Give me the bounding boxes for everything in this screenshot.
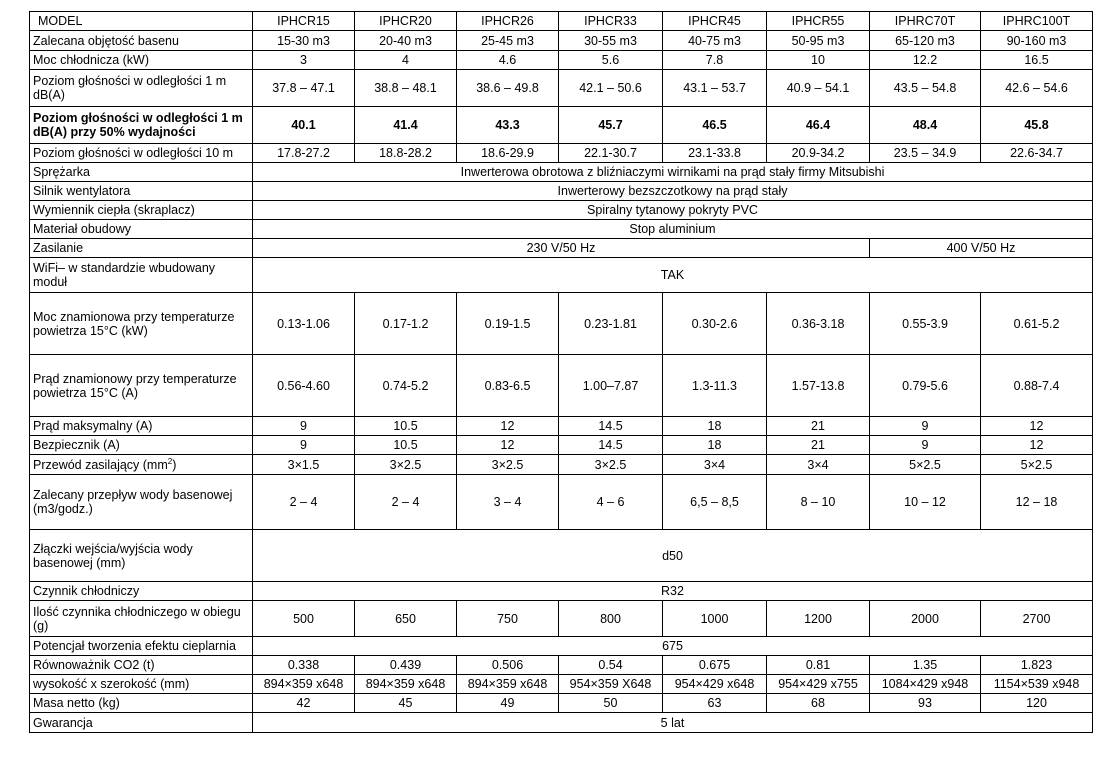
cell-value: 0.30-2.6 [663,293,767,355]
row-mass [30,694,1093,713]
cell-value: 3×1.5 [253,455,355,475]
cell-value: 46.4 [767,107,870,144]
cell-value: 650 [355,601,457,637]
cell-value: 63 [663,694,767,713]
cell-value: 25-45 m3 [457,31,559,51]
row-housing [30,220,1093,239]
cell-value: 49 [457,694,559,713]
row-label: Zasilanie [30,239,253,258]
cell-value: 16.5 [981,51,1093,70]
row-label [30,455,253,475]
model-name: IPHCR55 [767,12,870,31]
cell-value: 500 [253,601,355,637]
cell-value: 3×2.5 [457,455,559,475]
cell-value: 12 – 18 [981,475,1093,530]
cell-value: 12 [457,436,559,455]
cell-value: 3 – 4 [457,475,559,530]
row-label: Moc chłodnicza (kW) [30,51,253,70]
cell-value: 954×359 X648 [559,675,663,694]
cell-value: 0.55-3.9 [870,293,981,355]
row-fan [30,182,1093,201]
cell-value: 30-55 m3 [559,31,663,51]
row-gwp [30,637,1093,656]
cell-value: 14.5 [559,436,663,455]
row-label: Materiał obudowy [30,220,253,239]
cell-value: 40-75 m3 [663,31,767,51]
cell-value: 1200 [767,601,870,637]
cell-value: 9 [870,417,981,436]
cell-value: 2000 [870,601,981,637]
cell-value: 43.1 – 53.7 [663,70,767,107]
cell-value: 37.8 – 47.1 [253,70,355,107]
row-connectors [30,530,1093,582]
cell-value: 17.8-27.2 [253,144,355,163]
cell-value-merged: 675 [253,637,1093,656]
cell-value: 9 [253,417,355,436]
cell-value: 22.1-30.7 [559,144,663,163]
cell-value: 0.88-7.4 [981,355,1093,417]
cell-value: 9 [253,436,355,455]
cable-label-end: ) [172,457,177,472]
model-name: IPHCR15 [253,12,355,31]
row-label: Silnik wentylatora [30,182,253,201]
row-refrigerant [30,582,1093,601]
cell-value-merged: R32 [253,582,1093,601]
cell-value: 0.23-1.81 [559,293,663,355]
cell-value: 0.13-1.06 [253,293,355,355]
cell-value: 1084×429 x948 [870,675,981,694]
spec-table [29,11,1093,733]
cell-value: 2700 [981,601,1093,637]
cell-value: 5.6 [559,51,663,70]
cell-value: 894×359 x648 [355,675,457,694]
cell-value: 23.5 – 34.9 [870,144,981,163]
cell-value: 90-160 m3 [981,31,1093,51]
row-co2 [30,656,1093,675]
cable-label-sup: 2 [167,456,173,466]
cell-value: 10 – 12 [870,475,981,530]
cell-value: 42 [253,694,355,713]
row-label: wysokość x szerokość (mm) [30,675,253,694]
model-name: IPHCR26 [457,12,559,31]
cable-label-text: Przewód zasilający (mm [33,457,168,472]
cell-value: 43.5 – 54.8 [870,70,981,107]
cell-value: 5×2.5 [981,455,1093,475]
cell-value: 0.83-6.5 [457,355,559,417]
cell-value: 12.2 [870,51,981,70]
cell-value: 120 [981,694,1093,713]
row-label: Zalecany przepływ wody basenowej (m3/godz.) [30,475,253,530]
cell-value: 0.19-1.5 [457,293,559,355]
model-name: IPHRC100T [981,12,1093,31]
cell-value: 10.5 [355,436,457,455]
cell-value: 23.1-33.8 [663,144,767,163]
row-power [30,239,1093,258]
cell-value-merged: 400 V/50 Hz [870,239,1093,258]
model-name: IPHCR45 [663,12,767,31]
row-label: Masa netto (kg) [30,694,253,713]
cell-value: 2 – 4 [253,475,355,530]
cell-value: 65-120 m3 [870,31,981,51]
cell-value: 93 [870,694,981,713]
row-rated-power [30,293,1093,355]
row-label: Poziom głośności w odległości 10 m [30,144,253,163]
row-ref-amount [30,601,1093,637]
row-cable [30,455,1093,475]
cell-value: 18.6-29.9 [457,144,559,163]
cell-value: 2 – 4 [355,475,457,530]
cell-value: 21 [767,417,870,436]
cell-value: 0.36-3.18 [767,293,870,355]
cell-value: 1.823 [981,656,1093,675]
row-wifi [30,258,1093,293]
row-compressor [30,163,1093,182]
cell-value: 41.4 [355,107,457,144]
row-exchanger [30,201,1093,220]
cell-value: 12 [981,436,1093,455]
cell-value: 3×4 [767,455,870,475]
cell-value: 10.5 [355,417,457,436]
model-header-label: MODEL [30,12,253,31]
cell-value: 22.6-34.7 [981,144,1093,163]
cell-value: 38.6 – 49.8 [457,70,559,107]
cell-value: 12 [981,417,1093,436]
cell-value: 14.5 [559,417,663,436]
cell-value: 42.1 – 50.6 [559,70,663,107]
row-label: Złączki wejścia/wyjścia wody basenowej (mm) [30,530,253,582]
cell-value: 7.8 [663,51,767,70]
cell-value: 15-30 m3 [253,31,355,51]
row-max-current [30,417,1093,436]
cell-value: 800 [559,601,663,637]
cell-value: 45.8 [981,107,1093,144]
cell-value: 40.1 [253,107,355,144]
cell-value: 3×2.5 [559,455,663,475]
cell-value: 20.9-34.2 [767,144,870,163]
cell-value: 0.61-5.2 [981,293,1093,355]
cell-value-merged: 230 V/50 Hz [253,239,870,258]
cell-value: 10 [767,51,870,70]
row-label: Sprężarka [30,163,253,182]
cell-value: 50 [559,694,663,713]
model-name: IPHCR33 [559,12,663,31]
model-name: IPHRC70T [870,12,981,31]
row-label: Poziom głośności w odległości 1 m dB(A) przy 50% wydajności [30,107,253,144]
row-label: Prąd maksymalny (A) [30,417,253,436]
row-label: Czynnik chłodniczy [30,582,253,601]
cell-value: 45.7 [559,107,663,144]
cell-value: 5×2.5 [870,455,981,475]
cell-value: 1.3-11.3 [663,355,767,417]
cell-value: 1.35 [870,656,981,675]
cell-value: 38.8 – 48.1 [355,70,457,107]
cell-value: 750 [457,601,559,637]
row-noise-10m [30,144,1093,163]
row-label: Bezpiecznik (A) [30,436,253,455]
cell-value: 1.57-13.8 [767,355,870,417]
row-cooling [30,51,1093,70]
cell-value: 0.79-5.6 [870,355,981,417]
cell-value: 42.6 – 54.6 [981,70,1093,107]
cell-value: 68 [767,694,870,713]
cell-value: 4 – 6 [559,475,663,530]
cell-value: 894×359 x648 [457,675,559,694]
cell-value-merged: Stop aluminium [253,220,1093,239]
cell-value: 894×359 x648 [253,675,355,694]
row-dims [30,675,1093,694]
row-label: Wymiennik ciepła (skraplacz) [30,201,253,220]
cell-value: 9 [870,436,981,455]
cell-value: 20-40 m3 [355,31,457,51]
row-noise-1m [30,70,1093,107]
cell-value: 0.56-4.60 [253,355,355,417]
cell-value: 0.506 [457,656,559,675]
cell-value: 40.9 – 54.1 [767,70,870,107]
row-label: Prąd znamionowy przy temperaturze powietrza 15°C (A) [30,355,253,417]
cell-value: 21 [767,436,870,455]
row-fuse [30,436,1093,455]
cell-value: 48.4 [870,107,981,144]
cell-value: 4 [355,51,457,70]
cell-value: 954×429 x648 [663,675,767,694]
cell-value: 0.81 [767,656,870,675]
cell-value: 0.74-5.2 [355,355,457,417]
row-label: WiFi– w standardzie wbudowany moduł [30,258,253,293]
cell-value: 46.5 [663,107,767,144]
cell-value-merged: TAK [253,258,1093,293]
cell-value: 6,5 – 8,5 [663,475,767,530]
row-label: Gwarancja [30,713,253,733]
row-label: Potencjał tworzenia efektu cieplarnia [30,637,253,656]
cell-value: 0.54 [559,656,663,675]
model-name: IPHCR20 [355,12,457,31]
row-flow [30,475,1093,530]
row-warranty [30,713,1093,733]
row-rated-current [30,355,1093,417]
row-label: Poziom głośności w odległości 1 m dB(A) [30,70,253,107]
cell-value-merged: Inwerterowa obrotowa z bliźniaczymi wirnikami na prąd stały firmy Mitsubishi [253,163,1093,182]
cell-value: 18 [663,436,767,455]
row-noise-50 [30,107,1093,144]
cell-value-merged: d50 [253,530,1093,582]
cell-value: 4.6 [457,51,559,70]
row-label: Równoważnik CO2 (t) [30,656,253,675]
row-model [30,12,1093,31]
cell-value: 1.00–7.87 [559,355,663,417]
cell-value: 3 [253,51,355,70]
cell-value: 8 – 10 [767,475,870,530]
cell-value: 50-95 m3 [767,31,870,51]
cell-value: 0.675 [663,656,767,675]
cell-value-merged: 5 lat [253,713,1093,733]
cell-value: 3×4 [663,455,767,475]
cell-value: 1000 [663,601,767,637]
row-label: Zalecana objętość basenu [30,31,253,51]
cell-value: 1154×539 x948 [981,675,1093,694]
row-volume [30,31,1093,51]
cell-value: 954×429 x755 [767,675,870,694]
cell-value-merged: Inwerterowy bezszczotkowy na prąd stały [253,182,1093,201]
cell-value: 0.439 [355,656,457,675]
cell-value: 3×2.5 [355,455,457,475]
cell-value: 43.3 [457,107,559,144]
cell-value: 45 [355,694,457,713]
cell-value-merged: Spiralny tytanowy pokryty PVC [253,201,1093,220]
row-label: Moc znamionowa przy temperaturze powietrza 15°C (kW) [30,293,253,355]
cell-value: 0.17-1.2 [355,293,457,355]
cell-value: 0.338 [253,656,355,675]
cell-value: 18.8-28.2 [355,144,457,163]
row-label: Ilość czynnika chłodniczego w obiegu (g) [30,601,253,637]
cell-value: 18 [663,417,767,436]
cell-value: 12 [457,417,559,436]
